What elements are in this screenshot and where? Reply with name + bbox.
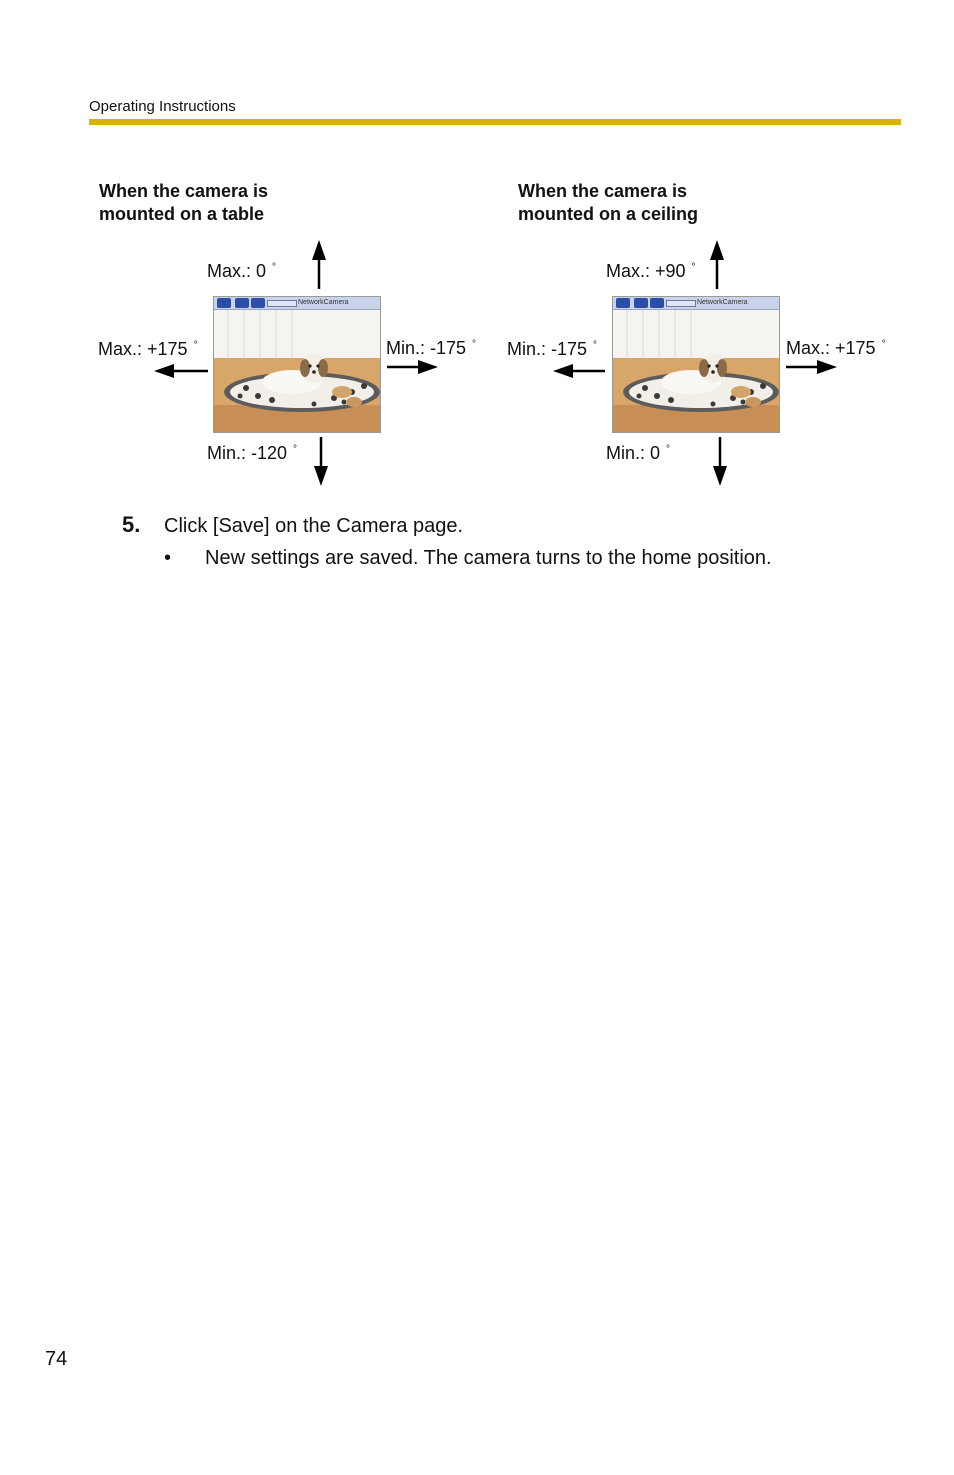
page-number: 74 — [45, 1348, 68, 1370]
tilt-up-label: Max.: 0 ° — [207, 261, 277, 281]
running-header: Operating Instructions — [89, 98, 236, 115]
diagram-caption — [99, 180, 359, 226]
step-instruction: Click [Save] on the Camera page. — [164, 515, 464, 537]
caption-line: When the camera is — [99, 181, 269, 201]
pan-left-label: Max.: +175 ° — [98, 339, 198, 359]
camera-title: NetworkCamera — [697, 299, 748, 306]
camera-toolbar — [613, 297, 779, 310]
diagram-caption — [518, 180, 778, 226]
snapshot-button-icon — [217, 298, 231, 308]
arrow-right-icon — [786, 358, 838, 376]
bullet-icon: • — [164, 547, 172, 569]
camera-view-image — [612, 296, 780, 433]
arrow-down-icon — [711, 437, 731, 487]
snapshot-button-icon — [616, 298, 630, 308]
caption-line: When the camera is — [518, 181, 688, 201]
tilt-up-label: Max.: +90 ° — [606, 261, 696, 281]
arrow-left-icon — [153, 362, 208, 380]
camera-view-image — [213, 296, 381, 433]
speaker-button-icon — [251, 298, 265, 308]
pan-left-label: Min.: -175 ° — [507, 339, 598, 359]
pan-right-label: Max.: +175 ° — [786, 338, 886, 358]
arrow-up-icon — [708, 239, 728, 289]
arrow-right-icon — [387, 358, 439, 376]
arrow-left-icon — [552, 362, 605, 380]
arrow-down-icon — [312, 437, 332, 487]
camera-toolbar — [214, 297, 380, 310]
tools-button-icon — [235, 298, 249, 308]
tools-button-icon — [634, 298, 648, 308]
dog-photo-icon — [214, 310, 380, 432]
camera-title: NetworkCamera — [298, 299, 349, 306]
tilt-down-label: Min.: 0 ° — [606, 443, 671, 463]
caption-line: mounted on a ceiling — [518, 204, 699, 224]
dog-photo-icon — [613, 310, 779, 432]
volume-slider-icon — [267, 300, 297, 307]
header-rule — [89, 119, 901, 125]
caption-line: mounted on a table — [99, 204, 265, 224]
speaker-button-icon — [650, 298, 664, 308]
pan-right-label: Min.: -175 ° — [386, 338, 477, 358]
arrow-up-icon — [310, 239, 330, 289]
step-number: 5. — [122, 512, 141, 537]
tilt-down-label: Min.: -120 ° — [207, 443, 298, 463]
step-result-text: New settings are saved. The camera turns to the home position. — [205, 547, 772, 569]
volume-slider-icon — [666, 300, 696, 307]
